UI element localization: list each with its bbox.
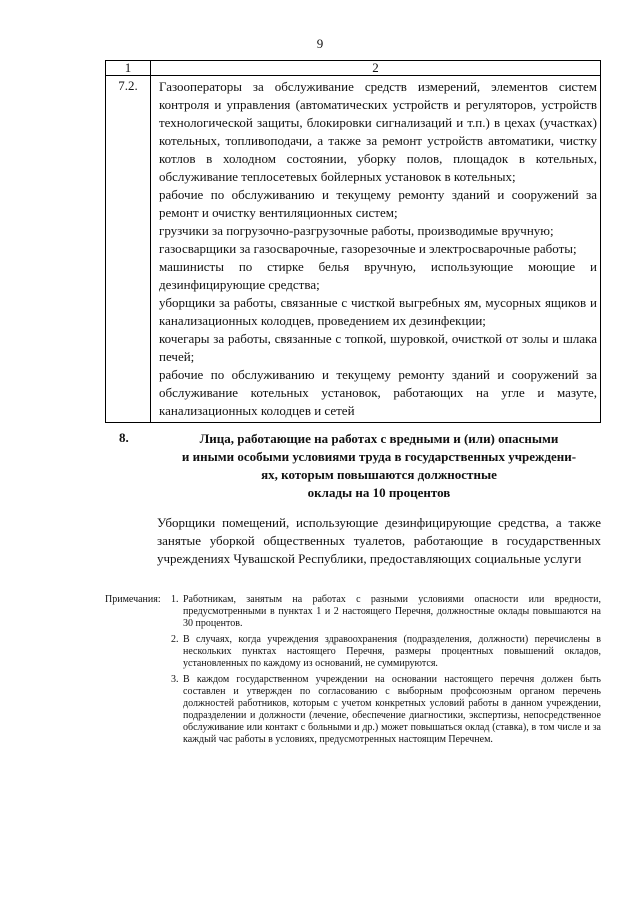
note-number: 2. xyxy=(171,634,179,645)
note-item xyxy=(171,674,601,746)
row-paragraph: рабочие по обслуживанию и текущему ремонту зданий и сооружений за ремонт и очистку вентиляционных систем; xyxy=(159,187,597,220)
row-paragraph: Газооператоры за обслуживание средств измерений, элементов систем контроля и управления (автоматических устройств и регуляторов, устройств технологической защиты, блокировки сигнализаций и т.п.) в цехах (участках) котельных, топливоподачи, а также за ремонт устройств автоматики, чистку котлов в холодном состоянии, уборку полов, площадок в котельных, обслуживание теплосетевых бойлерных установок в котельных; xyxy=(159,79,597,184)
row-text xyxy=(151,76,601,423)
row-paragraph: грузчики за погрузочно-разгрузочные работы, производимые вручную; xyxy=(159,223,554,238)
section-title-line: ях, которым повышаются должностные xyxy=(261,467,497,482)
row-paragraph: уборщики за работы, связанные с чисткой выгребных ям, мусорных ящиков и канализационных колодцев, проведением их дезинфекции; xyxy=(159,295,597,328)
row-paragraph: машинисты по стирке белья вручную, использующие моющие и дезинфицирующие средства; xyxy=(159,259,597,292)
section-title-line: Лица, работающие на работах с вредными и (или) опасными xyxy=(199,431,559,446)
section-8 xyxy=(105,430,601,566)
note-item xyxy=(171,634,601,670)
row-paragraph: кочегары за работы, связанные с топкой, шуровкой, очисткой от золы и шлака печей; xyxy=(159,331,597,364)
row-number: 7.2. xyxy=(106,76,151,423)
notes-label: Примечания: xyxy=(105,594,161,605)
header-col-1: 1 xyxy=(106,61,151,76)
section-body: Уборщики помещений, использующие дезинфицирующие средства, а также занятые уборкой общественных туалетов, работающие в государственных учреждениях Чувашской Республики, предоставляющих социальные услуги xyxy=(157,515,601,566)
note-item xyxy=(171,594,601,630)
page-number: 9 xyxy=(316,36,324,51)
note-text: В случаях, когда учреждения здравоохранения (подразделения, должности) перечислены в нескольких пунктах настоящего Перечня, размеры процентных повышений окладов, установленных по каждому из оснований, не суммируются. xyxy=(183,634,601,669)
section-number: 8. xyxy=(119,430,129,445)
note-number: 3. xyxy=(171,674,179,685)
section-title xyxy=(157,430,601,502)
note-text: В каждом государственном учреждении на основании настоящего перечня должен быть составлен и утвержден по согласованию с выборным профсоюзным органом перечень должностей работников, которым с учетом конкретных условий работы в данном учреждении, подразделении и должности (лечение, обеспечение диагностики, экспертизы, непосредственное обслуживание или контакт с больными и др.) может повышаться оклад (ставка), в том числе и за каждый час работы в условиях, предусмотренных настоящим Перечнем. xyxy=(183,674,601,745)
note-number: 1. xyxy=(171,594,179,605)
table-header-row xyxy=(106,61,601,76)
positions-table xyxy=(105,60,601,423)
notes xyxy=(105,594,601,750)
note-text: Работникам, занятым на работах с разными условиями опасности или вредности, предусмотренными в пунктах 1 и 2 настоящего Перечня, должностные оклады повышаются на 30 процентов. xyxy=(183,594,601,629)
row-paragraph: газосварщики за газосварочные, газорезочные и электросварочные работы; xyxy=(159,241,577,256)
header-col-2: 2 xyxy=(151,61,601,76)
section-title-line: оклады на 10 процентов xyxy=(307,485,451,500)
section-title-line: и иными особыми условиями труда в государственных учреждени- xyxy=(181,449,577,464)
row-paragraph: рабочие по обслуживанию и текущему ремонту зданий и сооружений за обслуживание котельных установок, работающих на угле и мазуте, канализационных колодцев и сетей xyxy=(159,367,597,418)
table-row xyxy=(106,76,601,423)
